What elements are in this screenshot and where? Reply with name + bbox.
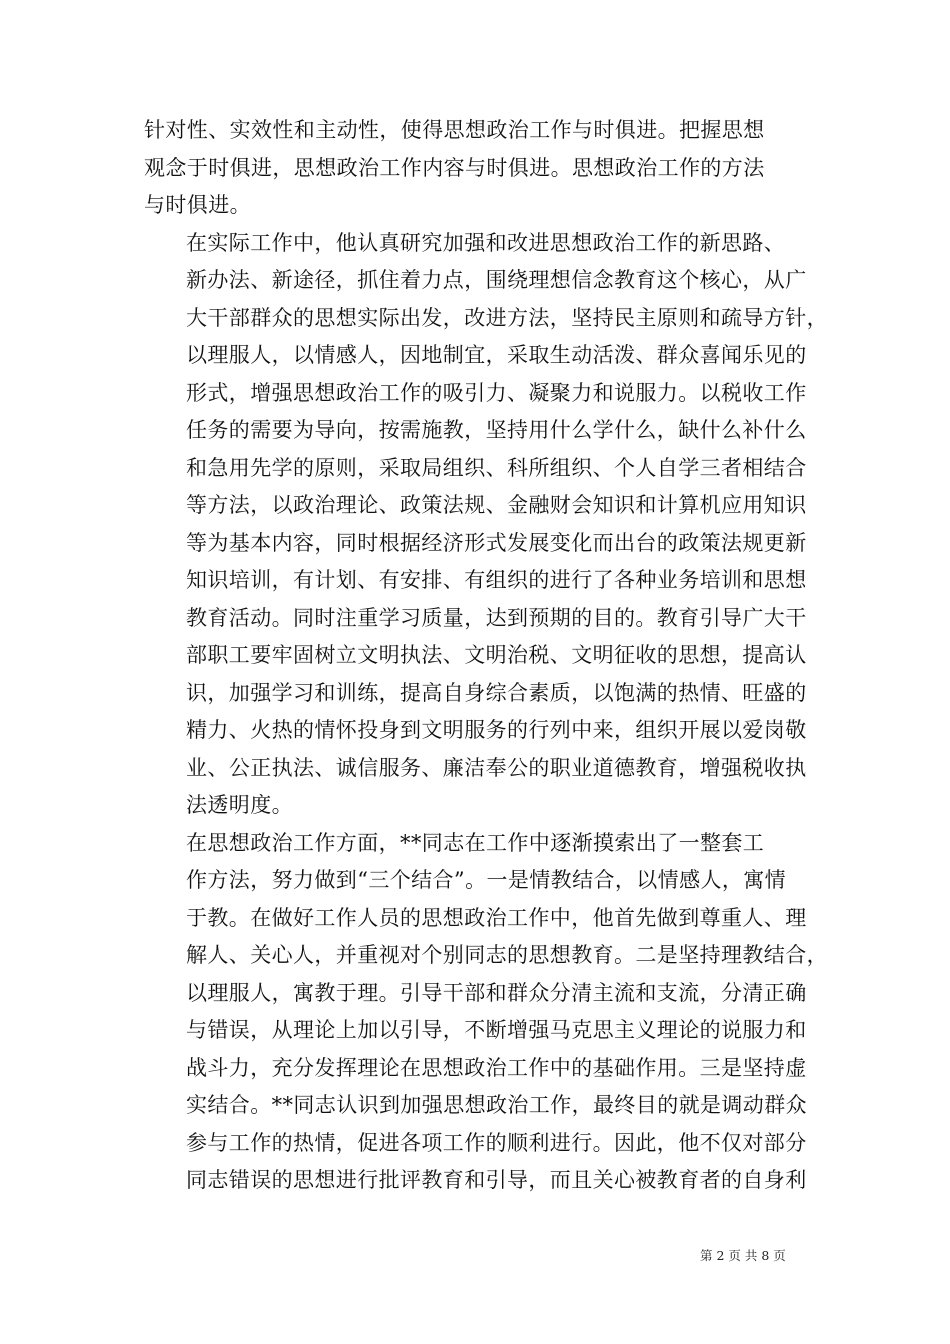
document-body — [144, 112, 828, 1200]
text-line: 等为基本内容，同时根据经济形式发展变化而出台的政策法规更新 — [186, 530, 807, 555]
text-line: 知识培训，有计划、有安排、有组织的进行了各种业务培训和思想 — [186, 568, 807, 592]
text-line: 战斗力，充分发挥理论在思想政治工作中的基础作用。三是坚持虚 — [186, 1055, 807, 1080]
text-line: 部职工要牢固树立文明执法、文明治税、文明征收的思想，提高认 — [186, 643, 807, 667]
text-line: 精力、火热的情怀投身到文明服务的行列中来，组织开展以爱岗敬 — [186, 718, 807, 742]
text-line: 和急用先学的原则，采取局组织、科所组织、个人自学三者相结合 — [186, 455, 807, 480]
text-line: 任务的需要为导向，按需施教，坚持用什么学什么，缺什么补什么 — [186, 418, 807, 442]
text-line: 教育活动。同时注重学习质量，达到预期的目的。教育引导广大干 — [186, 605, 807, 630]
text-line: 在实际工作中，他认真研究加强和改进思想政治工作的新思路、 — [186, 230, 786, 255]
paragraph-2 — [144, 225, 828, 825]
text-line: 新办法、新途径，抓住着力点，围绕理想信念教育这个核心，从广 — [186, 268, 807, 292]
text-line: 业、公正执法、诚信服务、廉洁奉公的职业道德教育，增强税收执 — [186, 755, 807, 780]
text-line: 与错误，从理论上加以引导，不断增强马克思主义理论的说服力和 — [186, 1018, 807, 1042]
text-line: 针对性、实效性和主动性，使得思想政治工作与时俱进。把握思想 — [144, 118, 765, 142]
text-line: 以理服人，以情感人，因地制宜，采取生动活泼、群众喜闻乐见的 — [186, 343, 807, 367]
text-line: 于教。在做好工作人员的思想政治工作中，他首先做到尊重人、理 — [186, 905, 807, 930]
page-number: 第 2 页 共 8 页 — [700, 1248, 786, 1263]
text-line: 法透明度。 — [186, 793, 293, 817]
paragraph-1 — [144, 112, 806, 225]
text-line: 识，加强学习和训练，提高自身综合素质，以饱满的热情、旺盛的 — [186, 680, 807, 705]
text-line: 在思想政治工作方面，**同志在工作中逐渐摸索出了一整套工 — [186, 830, 765, 855]
text-line: 以理服人，寓教于理。引导干部和群众分清主流和支流，分清正确 — [186, 980, 807, 1005]
text-line: 作方法，努力做到“三个结合”。一是情教结合，以情感人，寓情 — [186, 868, 787, 892]
text-line: 大干部群众的思想实际出发，改进方法，坚持民主原则和疏导方针， — [186, 305, 828, 330]
text-line: 参与工作的热情，促进各项工作的顺利进行。因此，他不仅对部分 — [186, 1130, 807, 1155]
text-line: 观念于时俱进，思想政治工作内容与时俱进。思想政治工作的方法 — [144, 155, 765, 180]
text-line: 解人、关心人，并重视对个别同志的思想教育。二是坚持理教结合， — [186, 943, 828, 967]
text-line: 等方法，以政治理论、政策法规、金融财会知识和计算机应用知识 — [186, 493, 807, 517]
text-line: 实结合。**同志认识到加强思想政治工作，最终目的就是调动群众 — [186, 1093, 807, 1117]
text-line: 形式，增强思想政治工作的吸引力、凝聚力和说服力。以税收工作 — [186, 380, 807, 405]
text-line: 与时俱进。 — [144, 193, 251, 217]
paragraph-3 — [144, 825, 828, 1200]
text-line: 同志错误的思想进行批评教育和引导，而且关心被教育者的自身利 — [186, 1168, 807, 1192]
